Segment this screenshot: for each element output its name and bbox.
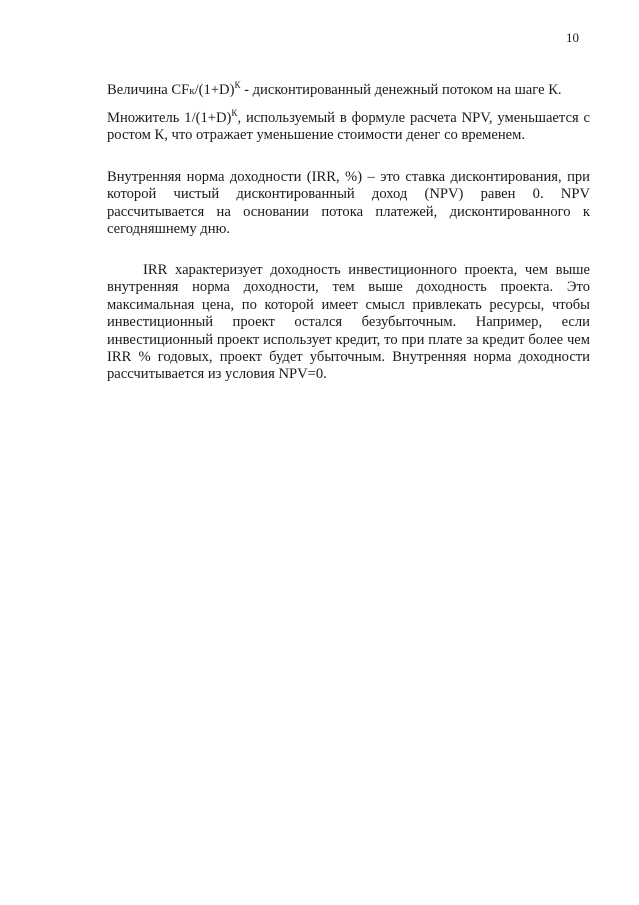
- p1-subscript-k: к: [189, 85, 195, 97]
- p1-text-e: - дисконтированный денежный потоком на шаге К.: [240, 82, 562, 98]
- paragraph-discounted-cashflow: [107, 82, 590, 100]
- paragraph-irr-definition: Внутренняя норма доходности (IRR, %) – это ставка дисконтирования, при которой чистый дисконтированный доход (NPV) равен 0. NPV рассчитывается на основании потока платежей, дисконтированного к сегодняшнему дню.: [107, 169, 590, 238]
- p1-text-a: Величина CF: [107, 82, 190, 98]
- p2-text-c: , используемый в формуле расчета NPV, уменьшается с ростом К, что отражает уменьшение стоимости денег со временем.: [107, 110, 590, 144]
- p2-exponent-k: К: [231, 108, 238, 118]
- paragraph-irr-characteristics: IRR характеризует доходность инвестиционного проекта, чем выше внутренняя норма доходности, тем выше доходность проекта. Это максимальная цена, по которой имеет смысл привлекать ресурсы, чтобы инвестиционный проект остался безубыточным. Например, если инвестиционный проект использует кредит, то при плате за кредит более чем IRR % годовых, проект будет убыточным. Внутренняя норма доходности рассчитывается из условия NPV=0.: [107, 262, 590, 383]
- p1-text-c: /(1+D): [194, 82, 235, 98]
- p1-exponent-k: К: [234, 80, 241, 90]
- p2-text-a: Множитель 1/(1+D): [107, 110, 232, 126]
- paragraph-multiplier: [107, 110, 590, 145]
- page-number: 10: [566, 30, 579, 45]
